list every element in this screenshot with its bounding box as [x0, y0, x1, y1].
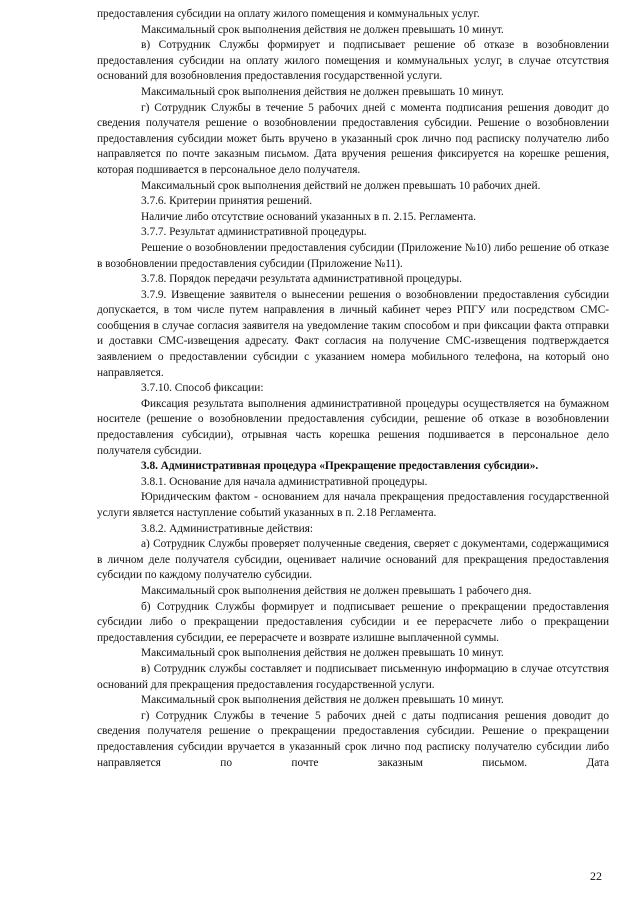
- paragraph: Фиксация результата выполнения административной процедуры осуществляется на бумажном носителе (решение о возобновлении предоставления субсидии, решение об отказе в возобновлении предоставления субсидии), отрывная часть корешка решения подшивается в персональное дело получателя субсидии.: [97, 397, 609, 457]
- paragraph: Максимальный срок выполнения действия не должен превышать 10 минут.: [141, 85, 504, 98]
- paragraph: Максимальный срок выполнения действий не должен превышать 10 рабочих дней.: [141, 179, 541, 192]
- section-heading: 3.7.10. Способ фиксации:: [141, 382, 264, 395]
- paragraph: Максимальный срок выполнения действия не должен превышать 1 рабочего дня.: [141, 584, 532, 597]
- document-body: [97, 7, 609, 771]
- paragraph: в) Сотрудник службы составляет и подписывает письменную информацию в случае отсутствия оснований для прекращения предоставления государственной услуги.: [97, 662, 609, 691]
- section-heading: 3.7.8. Порядок передачи результата административной процедуры.: [141, 273, 462, 286]
- section-heading: 3.8.2. Административные действия:: [141, 522, 313, 535]
- paragraph: Решение о возобновлении предоставления субсидии (Приложение №10) либо решение об отказе в возобновлении предоставления субсидии (Приложение №11).: [97, 241, 609, 270]
- paragraph: 3.7.9. Извещение заявителя о вынесении решения о возобновлении предоставления субсидии допускается, в том числе путем направления в личный кабинет через РПГУ или посредством СМС-сообщения в случае согласия заявителя на уведомление таким способом и при фиксации факта отправки и доставки СМС-извещения адресату. Факт согласия на получение СМС-извещения подтверждается заявлением о предоставлении субсидии с указанием номера мобильного телефона, на который оно направляется.: [97, 288, 609, 379]
- paragraph: Максимальный срок выполнения действия не должен превышать 10 минут.: [141, 694, 504, 707]
- paragraph: предоставления субсидии на оплату жилого помещения и коммунальных услуг.: [97, 8, 480, 20]
- paragraph: Максимальный срок выполнения действия не должен превышать 10 минут.: [141, 647, 504, 660]
- paragraph: б) Сотрудник Службы формирует и подписывает решение о прекращении предоставления субсидии либо о прекращении предоставления субсидии и ее перерасчете либо о прекращении предоставления субсидии, ее перерасчете и возврате излишне выплаченной суммы.: [97, 600, 609, 644]
- section-heading: 3.7.6. Критерии принятия решений.: [141, 195, 313, 208]
- page-number: 22: [590, 869, 602, 883]
- paragraph: а) Сотрудник Службы проверяет полученные сведения, сверяет с документами, содержащимися в личном деле получателя субсидии, оценивает наличие оснований для прекращения предоставления субсидии по каждому получателю субсидии.: [97, 538, 609, 582]
- paragraph: Максимальный срок выполнения действия не должен превышать 10 минут.: [141, 23, 504, 36]
- section-heading: 3.8.1. Основание для начала административной процедуры.: [141, 475, 428, 488]
- section-heading: 3.7.7. Результат административной процедуры.: [141, 226, 367, 239]
- paragraph: г) Сотрудник Службы в течение 5 рабочих дней с момента подписания решения доводит до сведения получателя решение о возобновлении предоставления субсидии. Решение о возобновлении предоставления субсидии может быть вручено в указанный срок лично под расписку получателю либо направляется по почте заказным письмом. Дата вручения решения фиксируется на корешке решения, которая подшивается в персональное дело получателя.: [97, 101, 609, 176]
- paragraph: г) Сотрудник Службы в течение 5 рабочих дней с даты подписания решения доводит до сведения получателя решение о прекращении предоставления субсидии. Решение о прекращении предоставления субсидии вручается в указанный срок лично под расписку получателю субсидии либо направляется по почте заказным письмом. Дата: [97, 709, 609, 769]
- paragraph: в) Сотрудник Службы формирует и подписывает решение об отказе в возобновлении предоставления субсидии на оплату жилого помещения и коммунальных услуг, в случае отсутствия оснований для возобновления предоставления государственной услуги.: [97, 39, 609, 83]
- procedure-heading: 3.8. Административная процедура «Прекращение предоставления субсидии».: [141, 460, 539, 473]
- paragraph: Юридическим фактом - основанием для начала прекращения предоставления государственной услуги является наступление событий указанных в п. 2.18 Регламента.: [97, 491, 609, 519]
- paragraph: Наличие либо отсутствие оснований указанных в п. 2.15. Регламента.: [141, 210, 476, 223]
